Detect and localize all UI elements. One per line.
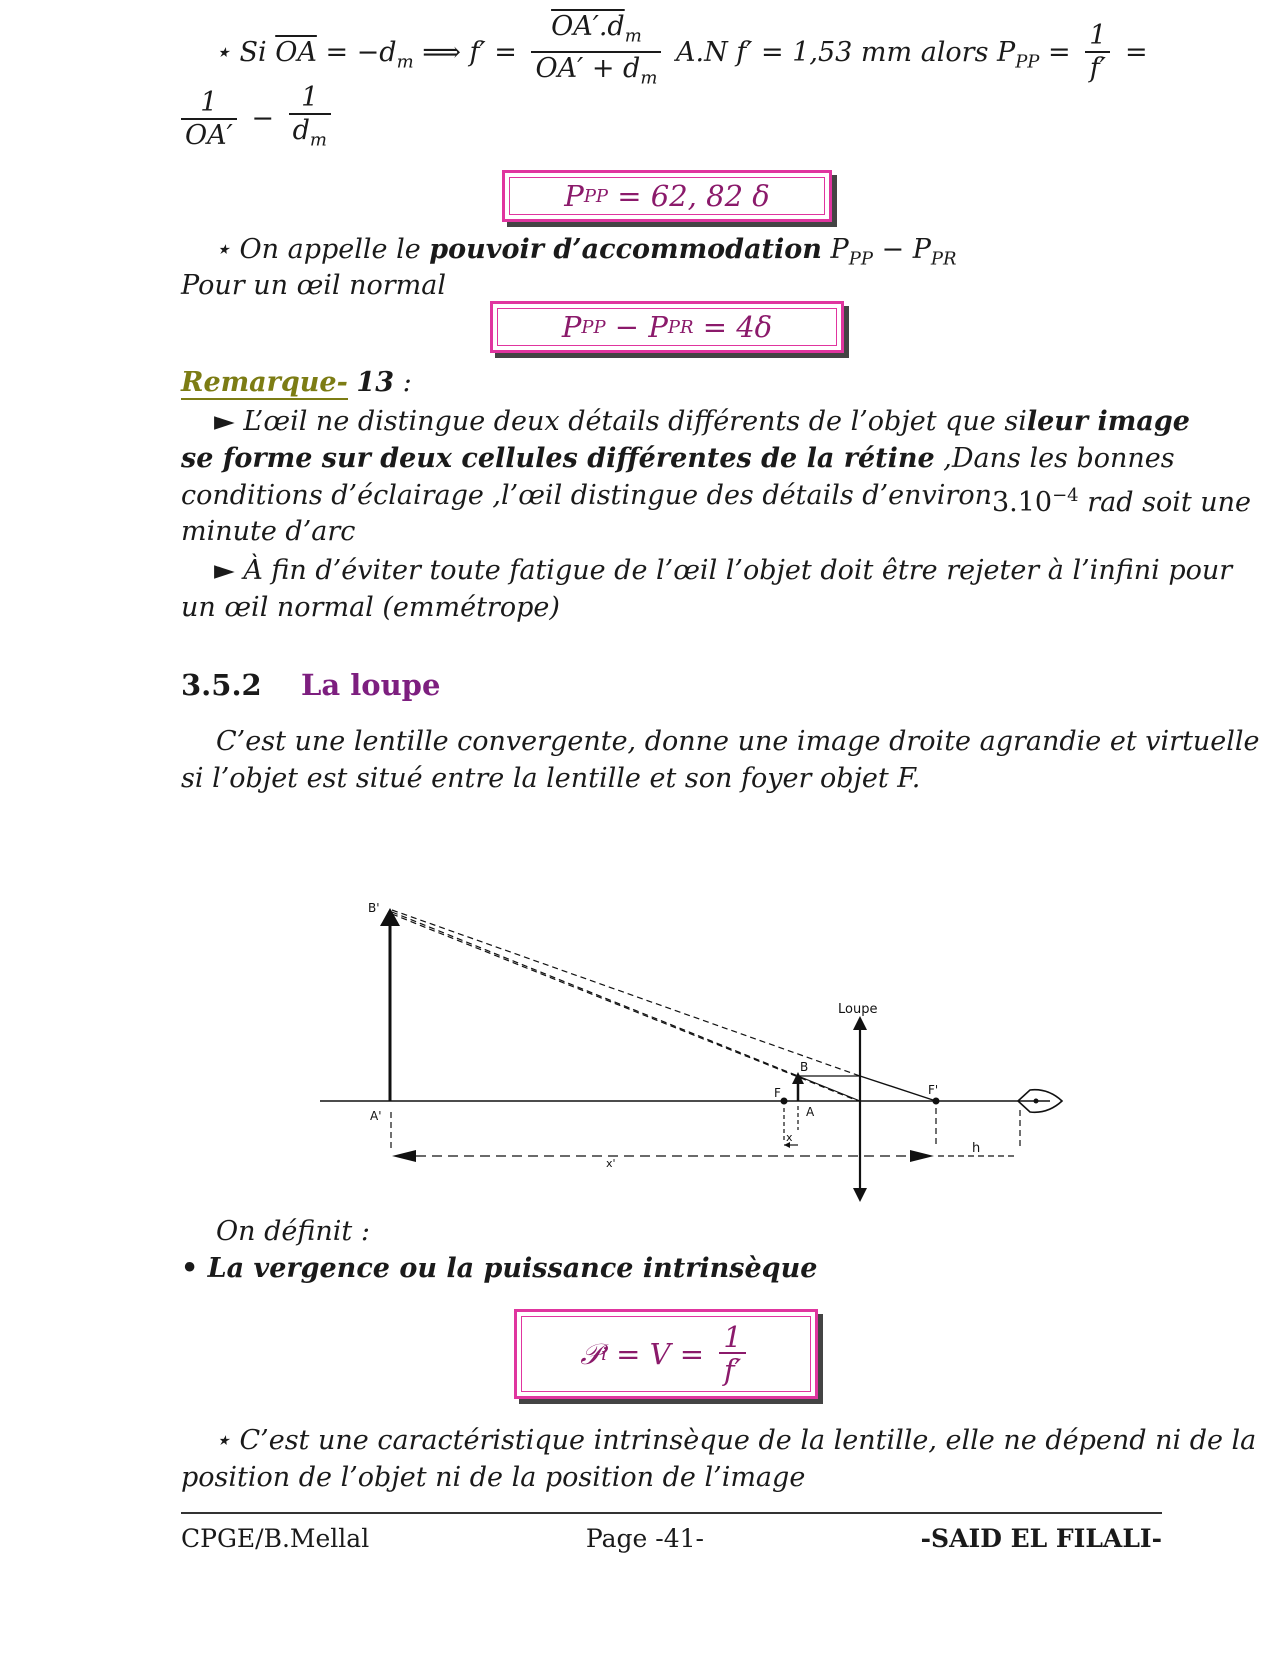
formula-prefix: ⋆ Si bbox=[214, 36, 267, 68]
label-fprime: F' bbox=[928, 1083, 939, 1097]
box-diff-p1: P bbox=[561, 310, 582, 344]
remarque-p1-value: 3.10 bbox=[991, 487, 1053, 518]
section-title: La loupe bbox=[300, 668, 441, 702]
formula-eq1: = −d bbox=[325, 36, 397, 68]
label-h: h bbox=[972, 1141, 981, 1156]
section-number: 3.5.2 bbox=[181, 668, 262, 702]
accommodation-bold: pouvoir d’accommodation bbox=[429, 234, 822, 265]
box-diff-rest: = 4δ bbox=[693, 310, 773, 344]
frac-one: 1 bbox=[1089, 20, 1107, 52]
remarque-p1-bold1: leur image bbox=[1026, 406, 1190, 437]
dim-arrow-right bbox=[910, 1150, 934, 1162]
remarque-p1-d: rad soit une bbox=[1087, 487, 1252, 518]
remarque-label: Remarque- bbox=[181, 367, 348, 398]
remarque-p2-l1: ► À fin d’éviter toute fatigue de l’œil l’objet doit être rejeter à l’infini pour bbox=[214, 555, 1233, 586]
normal-eye-line: Pour un œil normal bbox=[181, 270, 447, 301]
vergence-den: f′ bbox=[719, 1352, 745, 1386]
fraction-one-over-oaprime bbox=[181, 88, 237, 152]
remarque-p1-l2 bbox=[181, 441, 1175, 477]
image-arrowhead bbox=[380, 908, 400, 926]
ray-dashed-3 bbox=[392, 914, 858, 1101]
frac3-num: 1 bbox=[301, 81, 319, 113]
fraction-den-rest: + d bbox=[591, 53, 641, 85]
remarque-p1-c: conditions d’éclairage ,l’œil distingue des détails d’environ bbox=[181, 480, 992, 511]
ray-dashed-1 bbox=[392, 910, 860, 1076]
label-aprime: A' bbox=[370, 1109, 382, 1123]
formula-pp-sub: PP bbox=[1015, 51, 1040, 73]
ray-center bbox=[798, 1076, 860, 1101]
remarque-p1-exp: −4 bbox=[1052, 485, 1079, 506]
label-loupe: Loupe bbox=[838, 1002, 878, 1017]
accommodation-p: P bbox=[830, 234, 849, 265]
vergence-num: 1 bbox=[723, 1320, 742, 1354]
label-a: A bbox=[806, 1105, 815, 1119]
label-x: x bbox=[786, 1131, 793, 1144]
formula-line-1 bbox=[214, 11, 1194, 89]
label-bprime: B' bbox=[368, 901, 380, 915]
formula-sub-m: m bbox=[396, 51, 414, 73]
fraction-num: OA′.d bbox=[551, 11, 625, 42]
lens-top-arrow bbox=[853, 1016, 867, 1030]
formula-oa: $\overline{OA}$ bbox=[275, 36, 317, 68]
accommodation-prefix: ⋆ On appelle le bbox=[214, 234, 421, 265]
vergence-mid: = V = bbox=[606, 1337, 714, 1371]
remarque-p1-l4: minute d’arc bbox=[181, 516, 356, 547]
lens-bottom-arrow bbox=[853, 1188, 867, 1202]
frac2-den: OA′ bbox=[185, 119, 233, 151]
intro-l2: si l’objet est situé entre la lentille et son foyer objet F. bbox=[181, 763, 921, 794]
footer-right: -SAID EL FILALI- bbox=[920, 1524, 1162, 1553]
fraction-one-over-dm bbox=[289, 83, 331, 156]
accommodation-sub2: PR bbox=[930, 248, 957, 270]
frac3-den: d bbox=[292, 114, 310, 146]
formula-box-ppp-ppr bbox=[490, 301, 844, 353]
accommodation-sub1: PP bbox=[848, 248, 873, 270]
box-diff-sub2: PR bbox=[667, 316, 694, 338]
formula-box-ppp bbox=[502, 170, 832, 222]
eye-pupil bbox=[1034, 1099, 1039, 1104]
footer-center: Page -41- bbox=[585, 1524, 704, 1553]
vergence-lhs: 𝒫 bbox=[580, 1336, 602, 1371]
caract-l1: ⋆ C’est une caractéristique intrinsèque de la lentille, elle ne dépend ni de la bbox=[214, 1425, 1257, 1456]
frac2-num: 1 bbox=[200, 86, 218, 118]
formula-line-2 bbox=[181, 82, 1161, 156]
on-definit: On définit : bbox=[216, 1216, 370, 1247]
frac-den-sub: m bbox=[640, 67, 658, 89]
label-b: B bbox=[800, 1060, 809, 1074]
label-xprime: x' bbox=[606, 1157, 616, 1170]
focal-point-fprime bbox=[933, 1098, 940, 1105]
remarque-heading bbox=[181, 365, 1161, 401]
formula-an: A.N f′ = 1,53 mm alors P bbox=[676, 36, 1016, 68]
focal-point-f bbox=[781, 1098, 788, 1105]
intro-l1: C’est une lentille convergente, donne une image droite agrandie et virtuelle bbox=[216, 726, 1260, 757]
dim-arrow-left bbox=[392, 1150, 416, 1162]
remarque-colon: : bbox=[393, 367, 412, 398]
vergence-fraction bbox=[719, 1322, 745, 1386]
formula-implies: ⟹ f′ = bbox=[422, 36, 517, 68]
remarque-number: 13 bbox=[356, 367, 394, 398]
frac-fprime: f′ bbox=[1085, 51, 1110, 85]
box-diff-mid: − P bbox=[605, 310, 668, 344]
fraction-one-over-fprime bbox=[1085, 21, 1110, 85]
vergence-sub: i bbox=[601, 1343, 607, 1365]
caract-l2: position de l’objet ni de la position de l’image bbox=[181, 1462, 806, 1493]
formula-eq3: = bbox=[1125, 36, 1148, 68]
accommodation-minus: − P bbox=[872, 234, 931, 265]
footer-left: CPGE/B.Mellal bbox=[181, 1524, 370, 1553]
vergence-bullet: • La vergence ou la puissance intrinsèque bbox=[181, 1253, 818, 1284]
section-heading bbox=[181, 667, 1161, 703]
box-diff-sub1: PP bbox=[581, 316, 606, 338]
page-footer bbox=[181, 1512, 1162, 1553]
frac3-sub: m bbox=[309, 129, 327, 151]
box-ppp-p: P bbox=[564, 179, 584, 213]
ray-focal bbox=[860, 1076, 939, 1101]
box-ppp-rest: = 62, 82 δ bbox=[608, 179, 770, 213]
remarque-p1-a: ► L’œil ne distingue deux détails différents de l’objet que si bbox=[214, 406, 1027, 437]
loupe-diagram bbox=[0, 880, 1280, 1220]
formula-eq2: = bbox=[1048, 36, 1071, 68]
remarque-p1-bold2: se forme sur deux cellules différentes de la rétine bbox=[181, 443, 935, 474]
formula-box-vergence bbox=[514, 1309, 818, 1399]
remarque-p2-l2: un œil normal (emmétrope) bbox=[181, 592, 560, 623]
remarque-p1-b: ,Dans les bonnes bbox=[934, 443, 1175, 474]
remarque-p1-l1 bbox=[214, 404, 1190, 440]
fraction-den-oa: OA′ bbox=[535, 53, 584, 85]
ray-dashed-2 bbox=[392, 912, 798, 1076]
formula-minus: − bbox=[251, 103, 274, 134]
box-ppp-sub: PP bbox=[583, 185, 609, 207]
label-f: F bbox=[774, 1086, 781, 1100]
frac-sub-m: m bbox=[624, 25, 642, 47]
